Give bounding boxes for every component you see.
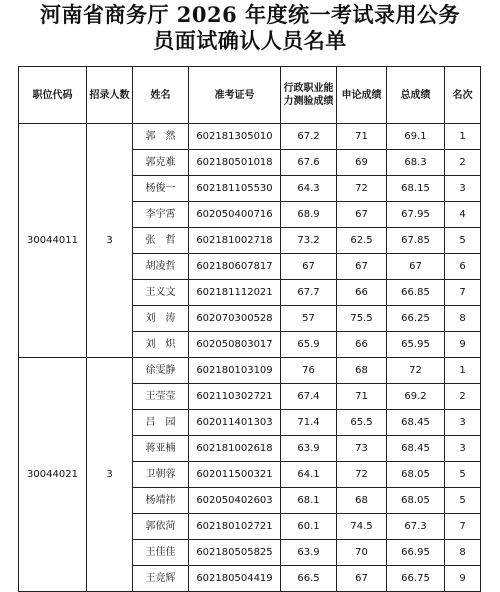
aptitude-score-cell: 67.4 bbox=[281, 384, 337, 410]
aptitude-score-cell: 67 bbox=[281, 254, 337, 280]
name-cell: 王莹莹 bbox=[133, 384, 189, 410]
header-quota: 招录人数 bbox=[87, 67, 133, 124]
name-cell: 王义文 bbox=[133, 280, 189, 306]
exam-id-cell: 602180607817 bbox=[189, 254, 281, 280]
total-score-cell: 66.85 bbox=[387, 280, 445, 306]
essay-score-cell: 69 bbox=[337, 150, 387, 176]
rank-cell: 6 bbox=[445, 254, 481, 280]
exam-id-cell: 602180505825 bbox=[189, 540, 281, 566]
name-cell: 郭克难 bbox=[133, 150, 189, 176]
table-row bbox=[19, 358, 481, 384]
total-score-cell: 68.05 bbox=[387, 462, 445, 488]
header-essay: 申论成绩 bbox=[337, 67, 387, 124]
aptitude-score-cell: 67.2 bbox=[281, 124, 337, 150]
document-title bbox=[0, 2, 500, 54]
name-cell: 郭依菏 bbox=[133, 514, 189, 540]
aptitude-score-cell: 68.1 bbox=[281, 488, 337, 514]
rank-cell: 3 bbox=[445, 410, 481, 436]
total-score-cell: 69.1 bbox=[387, 124, 445, 150]
name-cell: 王佳佳 bbox=[133, 540, 189, 566]
name-cell: 吕 园 bbox=[133, 410, 189, 436]
name-cell: 刘 炽 bbox=[133, 332, 189, 358]
name-cell: 王竞辉 bbox=[133, 566, 189, 592]
rank-cell: 4 bbox=[445, 202, 481, 228]
aptitude-score-cell: 65.9 bbox=[281, 332, 337, 358]
candidate-table bbox=[18, 66, 481, 592]
exam-id-cell: 602180501018 bbox=[189, 150, 281, 176]
position-code-cell: 30044011 bbox=[19, 124, 87, 358]
name-cell: 徐雯静 bbox=[133, 358, 189, 384]
rank-cell: 1 bbox=[445, 124, 481, 150]
name-cell: 刘 涛 bbox=[133, 306, 189, 332]
aptitude-score-cell: 60.1 bbox=[281, 514, 337, 540]
essay-score-cell: 67 bbox=[337, 566, 387, 592]
name-cell: 李宇霄 bbox=[133, 202, 189, 228]
essay-score-cell: 70 bbox=[337, 540, 387, 566]
aptitude-score-cell: 63.9 bbox=[281, 540, 337, 566]
exam-id-cell: 602011401303 bbox=[189, 410, 281, 436]
aptitude-score-cell: 71.4 bbox=[281, 410, 337, 436]
rank-cell: 8 bbox=[445, 306, 481, 332]
essay-score-cell: 65.5 bbox=[337, 410, 387, 436]
rank-cell: 5 bbox=[445, 228, 481, 254]
quota-cell: 3 bbox=[87, 124, 133, 358]
name-cell: 蒋亚楠 bbox=[133, 436, 189, 462]
essay-score-cell: 68 bbox=[337, 488, 387, 514]
header-name: 姓名 bbox=[133, 67, 189, 124]
header-exam-id: 准考证号 bbox=[189, 67, 281, 124]
aptitude-score-cell: 73.2 bbox=[281, 228, 337, 254]
aptitude-score-cell: 67.6 bbox=[281, 150, 337, 176]
total-score-cell: 69.2 bbox=[387, 384, 445, 410]
essay-score-cell: 62.5 bbox=[337, 228, 387, 254]
rank-cell: 9 bbox=[445, 566, 481, 592]
exam-id-cell: 602181002718 bbox=[189, 228, 281, 254]
total-score-cell: 68.45 bbox=[387, 436, 445, 462]
exam-id-cell: 602050400716 bbox=[189, 202, 281, 228]
aptitude-score-cell: 57 bbox=[281, 306, 337, 332]
rank-cell: 7 bbox=[445, 514, 481, 540]
rank-cell: 1 bbox=[445, 358, 481, 384]
total-score-cell: 68.15 bbox=[387, 176, 445, 202]
aptitude-score-cell: 68.9 bbox=[281, 202, 337, 228]
name-cell: 胡凌哲 bbox=[133, 254, 189, 280]
essay-score-cell: 66 bbox=[337, 332, 387, 358]
exam-id-cell: 602070300528 bbox=[189, 306, 281, 332]
essay-score-cell: 72 bbox=[337, 462, 387, 488]
title-line-2: 员面试确认人员名单 bbox=[153, 28, 347, 53]
exam-id-cell: 602181002618 bbox=[189, 436, 281, 462]
rank-cell: 8 bbox=[445, 540, 481, 566]
essay-score-cell: 72 bbox=[337, 176, 387, 202]
name-cell: 杨俊一 bbox=[133, 176, 189, 202]
total-score-cell: 66.95 bbox=[387, 540, 445, 566]
exam-id-cell: 602180504419 bbox=[189, 566, 281, 592]
name-cell: 张 哲 bbox=[133, 228, 189, 254]
exam-id-cell: 602180103109 bbox=[189, 358, 281, 384]
total-score-cell: 72 bbox=[387, 358, 445, 384]
essay-score-cell: 67 bbox=[337, 202, 387, 228]
essay-score-cell: 73 bbox=[337, 436, 387, 462]
exam-id-cell: 602050803017 bbox=[189, 332, 281, 358]
rank-cell: 2 bbox=[445, 150, 481, 176]
aptitude-score-cell: 76 bbox=[281, 358, 337, 384]
total-score-cell: 68.3 bbox=[387, 150, 445, 176]
essay-score-cell: 67 bbox=[337, 254, 387, 280]
header-aptitude: 行政职业能力测验成绩 bbox=[281, 67, 337, 124]
total-score-cell: 67.95 bbox=[387, 202, 445, 228]
exam-id-cell: 602180102721 bbox=[189, 514, 281, 540]
rank-cell: 7 bbox=[445, 280, 481, 306]
header-row bbox=[19, 67, 481, 124]
rank-cell: 5 bbox=[445, 462, 481, 488]
name-cell: 卫朝蓉 bbox=[133, 462, 189, 488]
essay-score-cell: 74.5 bbox=[337, 514, 387, 540]
exam-id-cell: 602011500321 bbox=[189, 462, 281, 488]
exam-id-cell: 602050402603 bbox=[189, 488, 281, 514]
essay-score-cell: 68 bbox=[337, 358, 387, 384]
total-score-cell: 65.95 bbox=[387, 332, 445, 358]
position-code-cell: 30044021 bbox=[19, 358, 87, 592]
name-cell: 郭 然 bbox=[133, 124, 189, 150]
total-score-cell: 67.85 bbox=[387, 228, 445, 254]
exam-id-cell: 602110302721 bbox=[189, 384, 281, 410]
aptitude-score-cell: 66.5 bbox=[281, 566, 337, 592]
title-line-1: 河南省商务厅 2026 年度统一考试录用公务 bbox=[39, 2, 461, 27]
aptitude-score-cell: 67.7 bbox=[281, 280, 337, 306]
total-score-cell: 68.05 bbox=[387, 488, 445, 514]
header-rank: 名次 bbox=[445, 67, 481, 124]
exam-id-cell: 602181105530 bbox=[189, 176, 281, 202]
name-cell: 杨靖祎 bbox=[133, 488, 189, 514]
total-score-cell: 68.45 bbox=[387, 410, 445, 436]
essay-score-cell: 71 bbox=[337, 124, 387, 150]
exam-id-cell: 602181305010 bbox=[189, 124, 281, 150]
exam-id-cell: 602181112021 bbox=[189, 280, 281, 306]
total-score-cell: 67 bbox=[387, 254, 445, 280]
quota-cell: 3 bbox=[87, 358, 133, 592]
aptitude-score-cell: 64.3 bbox=[281, 176, 337, 202]
total-score-cell: 67.3 bbox=[387, 514, 445, 540]
essay-score-cell: 66 bbox=[337, 280, 387, 306]
table-body bbox=[19, 124, 481, 592]
aptitude-score-cell: 63.9 bbox=[281, 436, 337, 462]
aptitude-score-cell: 64.1 bbox=[281, 462, 337, 488]
rank-cell: 5 bbox=[445, 488, 481, 514]
total-score-cell: 66.25 bbox=[387, 306, 445, 332]
essay-score-cell: 71 bbox=[337, 384, 387, 410]
table-row bbox=[19, 124, 481, 150]
rank-cell: 9 bbox=[445, 332, 481, 358]
header-position-code: 职位代码 bbox=[19, 67, 87, 124]
rank-cell: 3 bbox=[445, 436, 481, 462]
rank-cell: 3 bbox=[445, 176, 481, 202]
rank-cell: 2 bbox=[445, 384, 481, 410]
essay-score-cell: 75.5 bbox=[337, 306, 387, 332]
header-total: 总成绩 bbox=[387, 67, 445, 124]
total-score-cell: 66.75 bbox=[387, 566, 445, 592]
